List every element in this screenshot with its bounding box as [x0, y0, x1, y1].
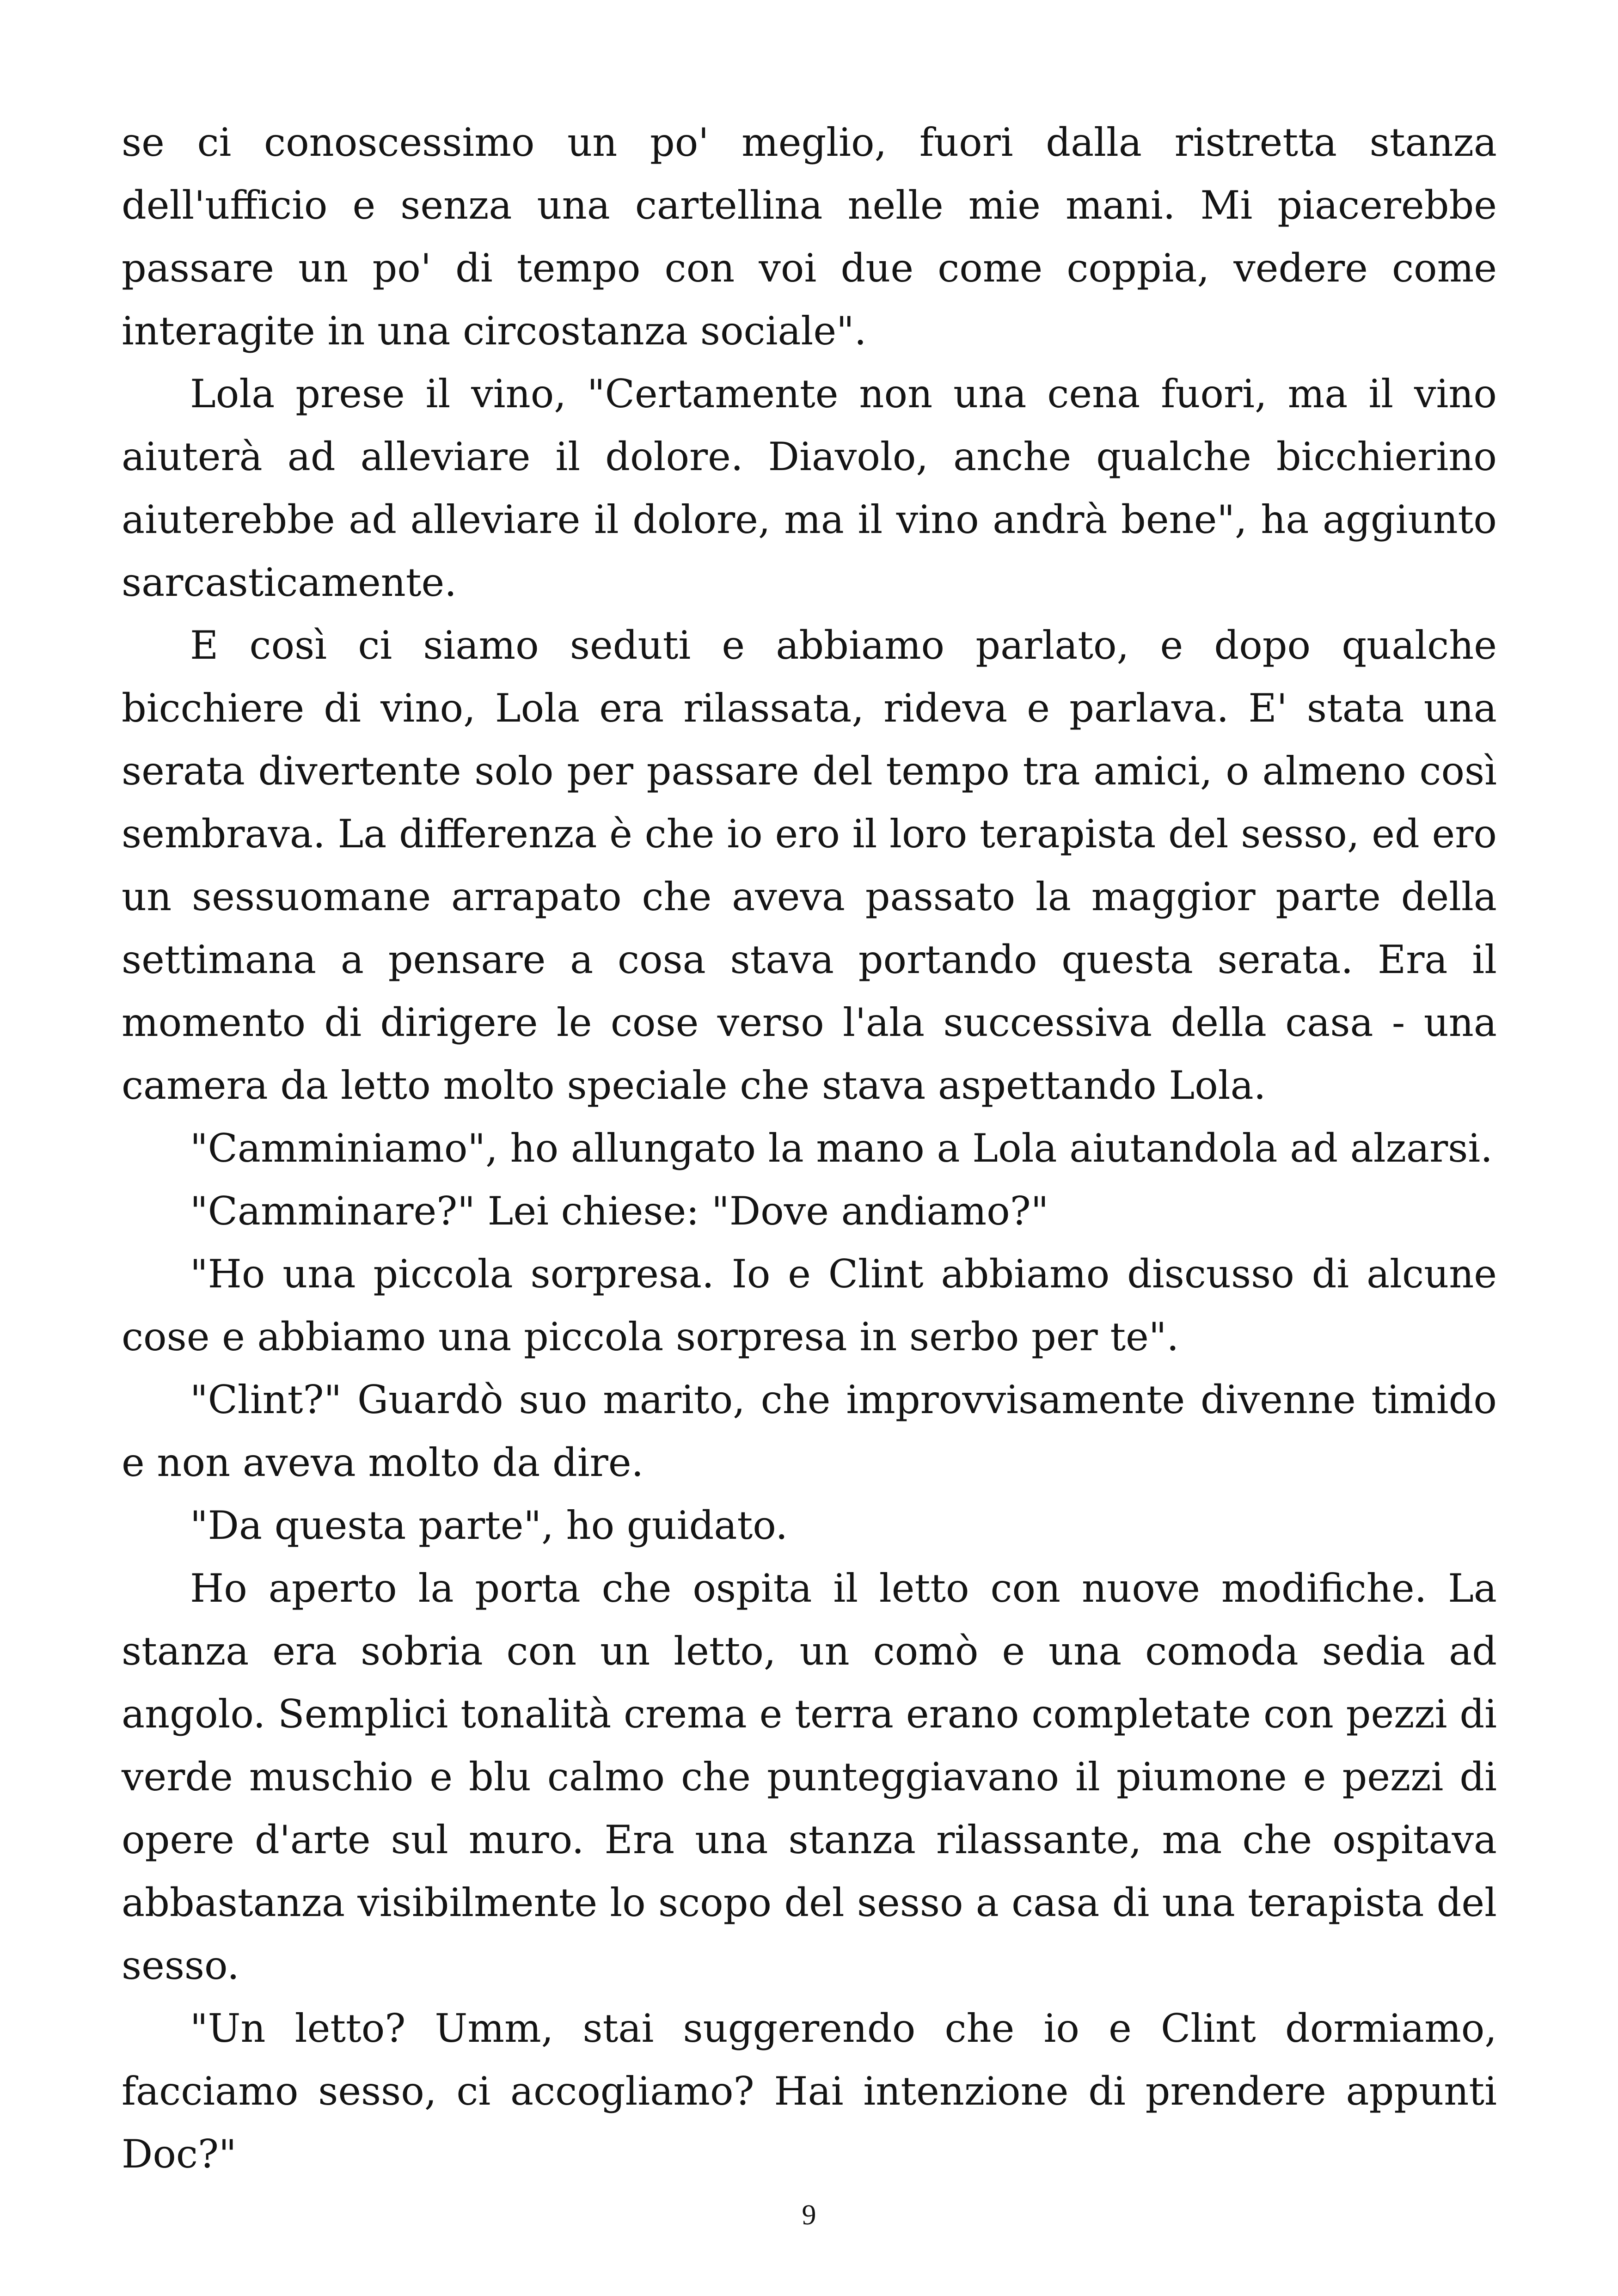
- page-number: 9: [802, 2199, 816, 2231]
- paragraph-7: "Clint?" Guardò suo marito, che improvvisamente divenne timido e non aveva molto da dire.: [122, 1377, 1497, 1485]
- page-body: [122, 111, 1497, 2186]
- paragraph-3: E così ci siamo seduti e abbiamo parlato, e dopo qualche bicchiere di vino, Lola era rilassata, rideva e parlava. E' stata una serata divertente solo per passare del tempo tra amici, o almeno così sembrava. La differenza è che io ero il loro terapista del sesso, ed ero un sessuomane arrapato che aveva passato la maggior parte della settimana a pensare a cosa stava portando questa serata. Era il momento di dirigere le cose verso l'ala successiva della casa - una camera da letto molto speciale che stava aspettando Lola.: [122, 623, 1497, 1108]
- paragraph-1: se ci conoscessimo un po' meglio, fuori dalla ristretta stanza dell'ufficio e senza una cartellina nelle mie mani. Mi piacerebbe passare un po' di tempo con voi due come coppia, vedere come interagite in una circostanza sociale".: [122, 120, 1497, 354]
- paragraph-10: "Un letto? Umm, stai suggerendo che io e Clint dormiamo, facciamo sesso, ci accogliamo? Hai intenzione di prendere appunti Doc?": [122, 2006, 1497, 2177]
- paragraph-4: "Camminiamo", ho allungato la mano a Lola aiutandola ad alzarsi.: [190, 1126, 1493, 1171]
- paragraph-2: Lola prese il vino, "Certamente non una cena fuori, ma il vino aiuterà ad alleviare il dolore. Diavolo, anche qualche bicchierino aiuterebbe ad alleviare il dolore, ma il vino andrà bene", ha aggiunto sarcasticamente.: [122, 371, 1497, 605]
- paragraph-6: "Ho una piccola sorpresa. Io e Clint abbiamo discusso di alcune cose e abbiamo una piccola sorpresa in serbo per te".: [122, 1251, 1497, 1359]
- paragraph-8: "Da questa parte", ho guidato.: [190, 1503, 788, 1548]
- paragraph-9: Ho aperto la porta che ospita il letto con nuove modifiche. La stanza era sobria con un letto, un comò e una comoda sedia ad angolo. Semplici tonalità crema e terra erano completate con pezzi di verde muschio e blu calmo che punteggiavano il piumone e pezzi di opere d'arte sul muro. Era una stanza rilassante, ma che ospitava abbastanza visibilmente lo scopo del sesso a casa di una terapista del sesso.: [122, 1566, 1497, 1988]
- paragraph-5: "Camminare?" Lei chiese: "Dove andiamo?": [190, 1188, 1049, 1234]
